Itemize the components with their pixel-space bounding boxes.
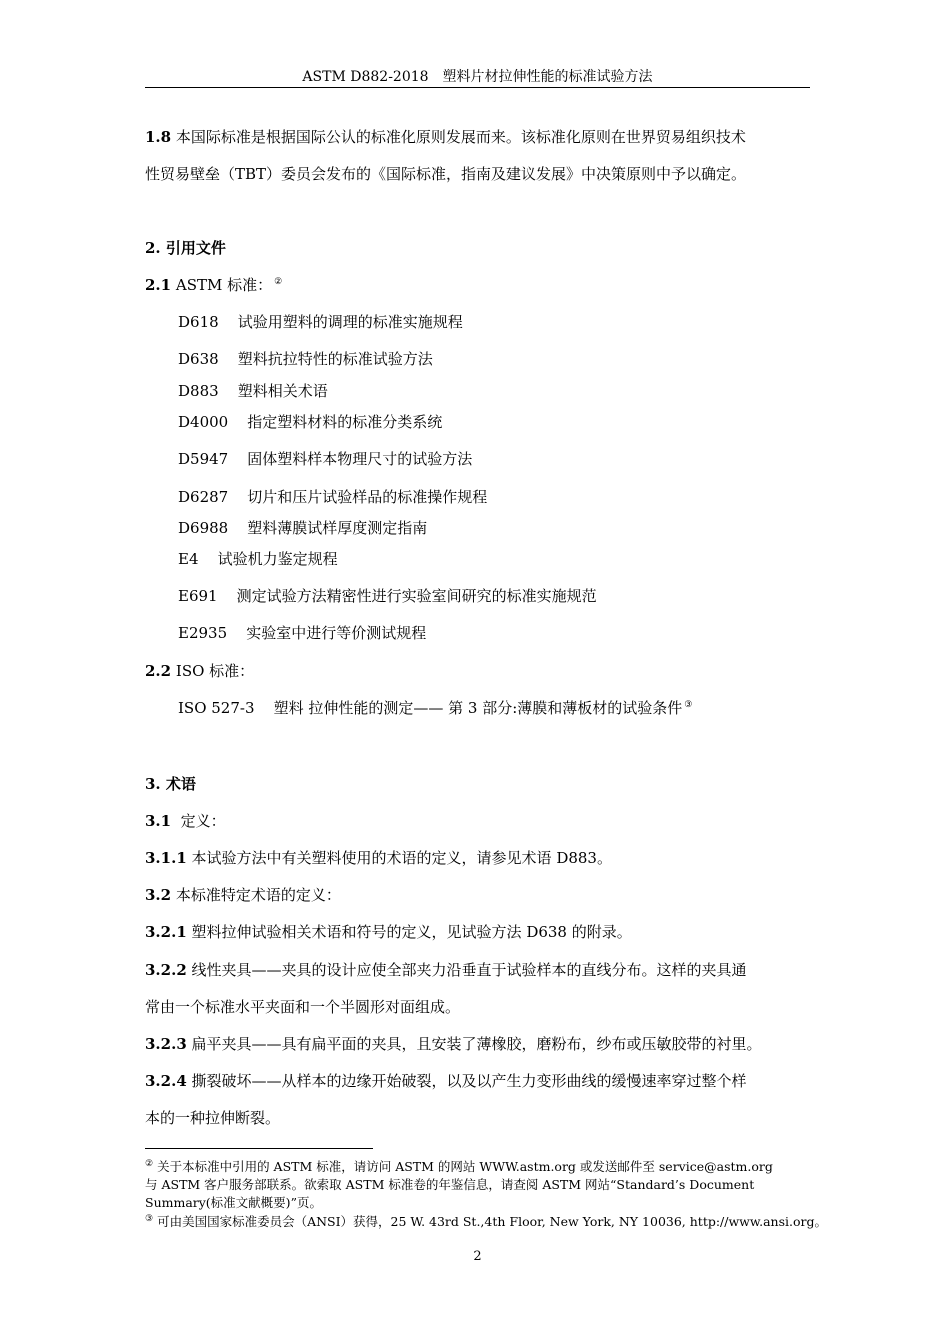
footnote-text: 关于本标准中引用的 ASTM 标准，请访问 ASTM 的网站 WWW.astm.org 或发送邮件至 service@astm.org (157, 1159, 773, 1174)
ref-code: D4000 (178, 413, 229, 431)
section-number: 3.2.2 (145, 961, 187, 979)
reference-item (178, 311, 463, 332)
ref-code: D5947 (178, 450, 229, 468)
sub-2-2 (145, 660, 254, 681)
footnote (145, 1157, 773, 1175)
ref-title: 实验室中进行等价测试规程 (246, 624, 427, 642)
ref-code: D638 (178, 350, 219, 368)
para-1-8-cont: 性贸易壁垒（TBT）委员会发布的《国际标准，指南及建议发展》中决策原则中予以确定。 (145, 165, 747, 183)
section-3-heading: 3. 术语 (145, 775, 196, 793)
term-text: 本标准特定术语的定义： (175, 886, 341, 904)
footnote-text-cont: 与 ASTM 客户服务部联系。欲索取 ASTM 标准卷的年鉴信息，请查阅 ASTM 网站“Standard’s Document (145, 1177, 755, 1192)
term-item (145, 884, 341, 905)
section-number: 3.2.4 (145, 1072, 187, 1090)
page-number: 2 (473, 1249, 482, 1264)
ref-code: D618 (178, 313, 219, 331)
footnote-mark: ② (145, 1158, 154, 1169)
ref-code: D6287 (178, 488, 229, 506)
term-item (145, 1033, 762, 1054)
reference-item (178, 448, 472, 469)
term-item (145, 921, 632, 942)
iso-reference (178, 697, 692, 718)
term-item (145, 810, 226, 831)
para-1-8 (145, 126, 746, 147)
sub-2-1 (145, 274, 282, 295)
reference-item (178, 348, 433, 369)
footnote-ref: ③ (684, 700, 693, 710)
ref-title: 切片和压片试验样品的标准操作规程 (247, 488, 488, 506)
term-text-cont: 本的一种拉伸断裂。 (145, 1109, 281, 1127)
ref-title: 塑料 拉伸性能的测定—— 第 3 部分:薄膜和薄板材的试验条件 (273, 699, 683, 717)
section-2-heading: 2. 引用文件 (145, 239, 226, 257)
ref-code: E691 (178, 587, 218, 605)
ref-title: 塑料薄膜试样厚度测定指南 (247, 519, 428, 537)
term-text: 扁平夹具——具有扁平面的夹具，且安装了薄橡胶，磨粉布，纱布或压敏胶带的衬里。 (191, 1035, 762, 1053)
term-text: 塑料拉伸试验相关术语和符号的定义，见试验方法 D638 的附录。 (191, 923, 632, 941)
section-number: 3.1 (145, 812, 172, 830)
footnote-text: 可由美国国家标准委员会（ANSI）获得，25 W. 43rd St.,4th Floor, New York, NY 10036, http://www.ansi.org。 (157, 1214, 827, 1229)
section-number: 3.2.1 (145, 923, 187, 941)
reference-item (178, 380, 328, 401)
sub-2-1-text: ASTM 标准： (175, 276, 273, 294)
term-item (145, 1070, 747, 1091)
ref-code: D6988 (178, 519, 229, 537)
section-number: 3.1.1 (145, 849, 187, 867)
footnote-ref: ② (274, 277, 283, 287)
running-header: ASTM D882-2018 塑料片材拉伸性能的标准试验方法 (302, 69, 653, 85)
ref-title: 试验机力鉴定规程 (217, 550, 338, 568)
term-item (145, 959, 747, 980)
reference-item (178, 585, 597, 606)
ref-code: D883 (178, 382, 219, 400)
term-text-cont: 常由一个标准水平夹面和一个半圆形对面组成。 (145, 998, 461, 1016)
ref-code: E4 (178, 550, 199, 568)
ref-title: 指定塑料材料的标准分类系统 (247, 413, 443, 431)
term-item (145, 847, 612, 868)
section-number: 2.2 (145, 662, 172, 680)
section-number: 2.1 (145, 276, 172, 294)
section-number: 1.8 (145, 128, 172, 146)
footnote-mark: ③ (145, 1213, 154, 1224)
reference-item (178, 411, 442, 432)
section-number: 3.2.3 (145, 1035, 187, 1053)
term-text: 定义： (180, 812, 226, 830)
ref-code: E2935 (178, 624, 228, 642)
sub-2-2-text: ISO 标准： (175, 662, 255, 680)
term-text: 本试验方法中有关塑料使用的术语的定义，请参见术语 D883。 (191, 849, 612, 867)
ref-title: 塑料抗拉特性的标准试验方法 (237, 350, 433, 368)
footnote-rule (145, 1148, 373, 1149)
term-text: 线性夹具——夹具的设计应使全部夹力沿垂直于试验样本的直线分布。这样的夹具通 (191, 961, 747, 979)
reference-item (178, 517, 427, 538)
reference-item (178, 622, 426, 643)
footnote-text-cont: Summary(标准文献概要)”页。 (145, 1195, 322, 1210)
para-text: 本国际标准是根据国际公认的标准化原则发展而来。该标准化原则在世界贸易组织技术 (175, 128, 746, 146)
ref-title: 固体塑料样本物理尺寸的试验方法 (247, 450, 473, 468)
ref-title: 试验用塑料的调理的标准实施规程 (237, 313, 463, 331)
ref-code: ISO 527-3 (178, 699, 255, 717)
header-rule (145, 87, 810, 88)
reference-item (178, 486, 487, 507)
section-number: 3.2 (145, 886, 172, 904)
footnote (145, 1212, 827, 1230)
term-text: 撕裂破坏——从样本的边缘开始破裂，以及以产生力变形曲线的缓慢速率穿过整个样 (191, 1072, 747, 1090)
ref-title: 塑料相关术语 (237, 382, 328, 400)
ref-title: 测定试验方法精密性进行实验室间研究的标准实施规范 (236, 587, 597, 605)
reference-item (178, 548, 338, 569)
